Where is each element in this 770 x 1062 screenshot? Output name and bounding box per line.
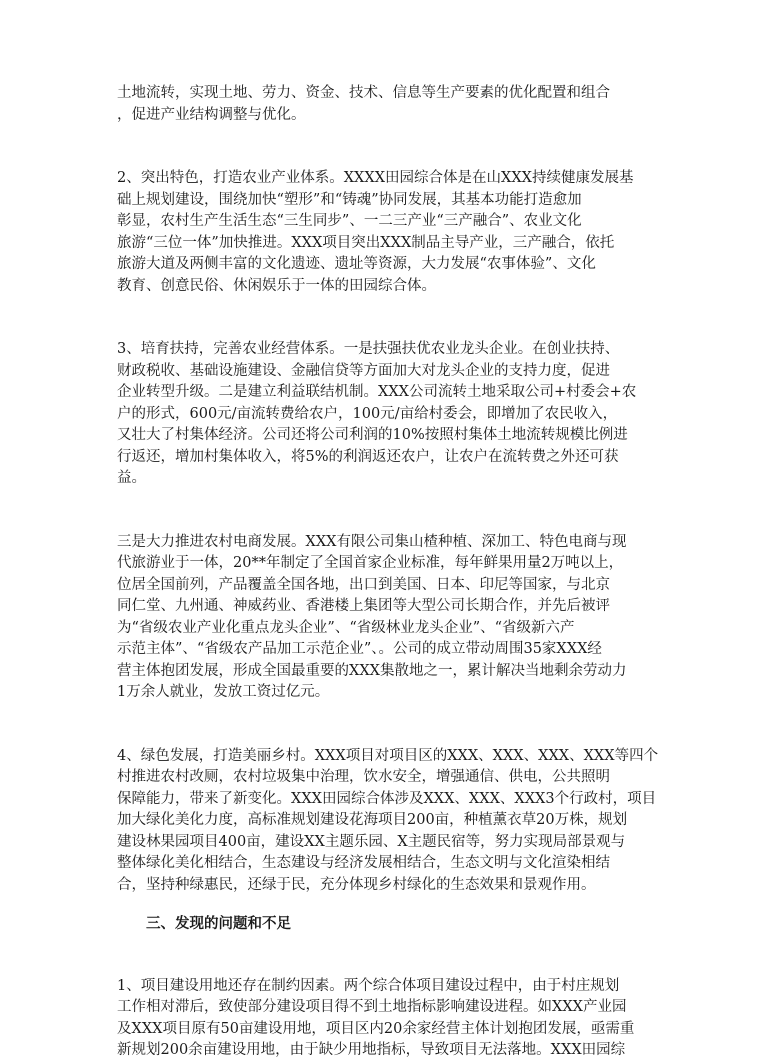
text-line: 工作相对滞后，致使部分建设项目得不到土地指标影响建设进程。如XXX产业园 [117, 999, 627, 1015]
text-line: 础上规划建设，围绕加快“塑形”和“铸魂”协同发展，其基本功能打造愈加 [117, 191, 582, 208]
paragraph-spacer [117, 896, 665, 914]
paragraph-intro [117, 83, 665, 126]
paragraph-spacer [117, 936, 665, 976]
text-line: 旅游大道及两侧丰富的文化遗迹、遗址等资源，大力发展“农事体验”、文化 [117, 256, 596, 272]
text-line: 1、项目建设用地还存在制约因素。两个综合体项目建设过程中，由于村庄规划 [117, 977, 620, 994]
paragraph-spacer [117, 297, 665, 339]
text-line: 彰显，农村生产生活生态“三生同步”、一二三产业“三产融合”、农业文化 [117, 213, 582, 229]
paragraph-spacer [117, 126, 665, 168]
text-line: 同仁堂、九州通、神威药业、香港楼上集团等大型公司长期合作，并先后被评 [117, 598, 610, 614]
text-line: 又壮大了村集体经济。公司还将公司利润的10%按照村集体土地流转规模比例进 [117, 427, 628, 443]
text-line: 3、培育扶持，完善农业经营体系。一是扶强扶优农业龙头企业。在创业扶持、 [117, 341, 620, 357]
paragraph-spacer [117, 490, 665, 532]
text-line: 新规划200余亩建设用地，由于缺少用地指标，导致项目无法落地。XXX田园综 [117, 1042, 626, 1058]
paragraph-support [117, 339, 665, 490]
text-line: 位居全国前列，产品覆盖全国各地，出口到美国、日本、印尼等国家，与北京 [117, 576, 610, 593]
text-line: 4、绿色发展，打造美丽乡村。XXX项目对项目区的XXX、XXX、XXX、XXX等四个 [117, 747, 659, 764]
document-page [117, 83, 665, 1062]
text-line: 行返还，增加村集体收入，将5%的利润返还农户，让农户在流转费之外还可获 [117, 448, 619, 465]
text-line: 土地流转，实现土地、劳力、资金、技术、信息等生产要素的优化配置和组合 [117, 85, 610, 101]
text-line: 三是大力推进农村电商发展。XXX有限公司集山楂种植、深加工、特色电商与现 [117, 533, 627, 550]
text-line: 2、突出特色，打造农业产业体系。XXXX田园综合体是在山XXX持续健康发展基 [117, 170, 634, 186]
text-line: 加大绿化美化力度，高标准规划建设花海项目200亩，种植薰衣草20万株，规划 [117, 812, 628, 828]
text-line: 及XXX项目原有50亩建设用地，项目区内20余家经营主体计划抱团发展，亟需重 [117, 1020, 635, 1037]
text-line: 示范主体”、“省级农产品加工示范企业”、。公司的成立带动周围35家XXX经 [117, 641, 602, 657]
text-line: 合，坚持种绿惠民，还绿于民，充分体现乡村绿化的生态效果和景观作用。 [117, 876, 596, 893]
text-line: 企业转型升级。二是建立利益联结机制。XXX公司流转土地采取公司+村委会+农 [117, 384, 637, 400]
text-line: 教育、创意民俗、休闲娱乐于一体的田园综合体。 [117, 277, 436, 294]
text-line: 建设林果园项目400亩，建设XX主题乐园、X主题民宿等，努力实现局部景观与 [117, 833, 626, 850]
text-line: ，促进产业结构调整与优化。 [117, 106, 306, 123]
paragraph-ecommerce [117, 532, 665, 704]
text-line: 为“省级农业产业化重点龙头企业”、“省级林业龙头企业”、“省级新六产 [117, 619, 575, 636]
text-line: 整体绿化美化相结合，生态建设与经济发展相结合，生态文明与文化渲染相结 [117, 855, 610, 871]
text-line: 1万余人就业，发放工资过亿元。 [117, 684, 330, 700]
paragraph-green [117, 746, 665, 897]
paragraph-problems [117, 976, 665, 1062]
text-line: 益。 [117, 470, 146, 486]
text-line: 村推进农村改厕，农村垃圾集中治理，饮水安全，增强通信、供电，公共照明 [117, 769, 610, 785]
text-line: 户的形式，600元/亩流转费给农户，100元/亩给村委会，即增加了农民收入， [117, 405, 618, 422]
text-line: 旅游“三位一体”加快推进。XXX项目突出XXX制品主导产业，三产融合，依托 [117, 234, 615, 251]
text-line: 营主体抱团发展，形成全国最重要的XXX集散地之一，累计解决当地剩余劳动力 [117, 662, 627, 679]
paragraph-feature [117, 168, 665, 297]
section-heading: 三、发现的问题和不足 [146, 916, 291, 932]
paragraph-spacer [117, 704, 665, 746]
text-line: 代旅游业于一体，20**年制定了全国首家企业标准，每年鲜果用量2万吨以上， [117, 555, 624, 571]
text-line: 财政税收、基础设施建设、金融信贷等方面加大对龙头企业的支持力度，促进 [117, 362, 610, 379]
text-line: 保障能力，带来了新变化。XXX田园综合体涉及XXX、XXX、XXX3个行政村，项目 [117, 790, 657, 807]
